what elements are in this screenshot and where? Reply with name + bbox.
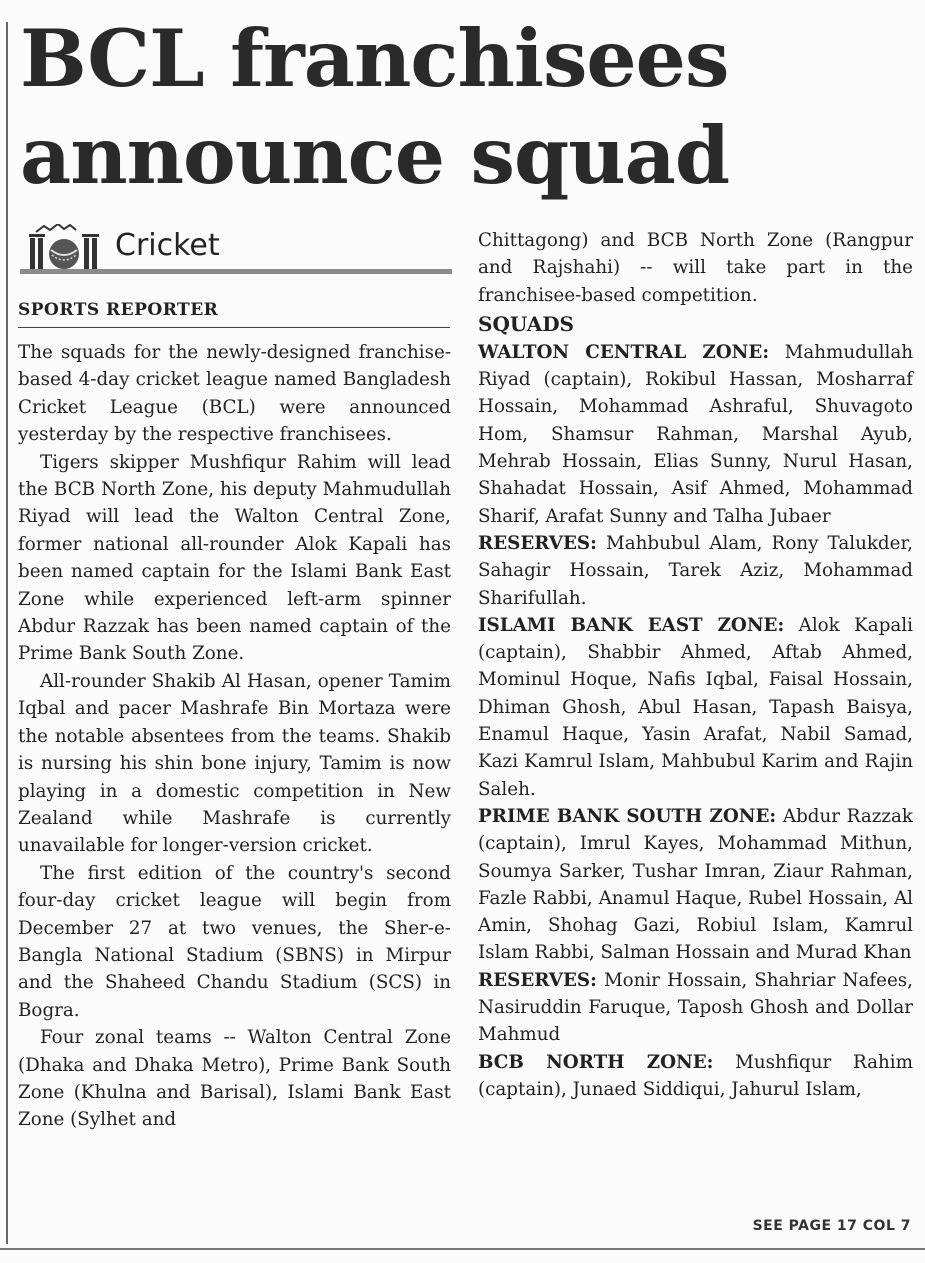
- byline: SPORTS REPORTER: [18, 300, 219, 320]
- squad-zone-label: WALTON CENTRAL ZONE:: [478, 341, 770, 363]
- article-column-2: [478, 227, 913, 1103]
- paragraph-3: All-rounder Shakib Al Hasan, opener Tamim Iqbal and pacer Mashrafe Bin Mortaza were the notable absentees from the teams. Shakib is nursing his shin bone injury, Tamim is now playing in a domestic competition in New Zealand while Mashrafe is currently unavailable for longer-version cricket.: [18, 670, 451, 857]
- paragraph-1: The squads for the newly-designed franchise-based 4-day cricket league named Bangladesh Cricket League (BCL) were announced yesterday by the respective franchisees.: [18, 342, 451, 446]
- squad-entry: [478, 967, 913, 1049]
- bottom-rule: [0, 1248, 925, 1250]
- article-column-1: [18, 339, 451, 1134]
- squad-zone-label: RESERVES:: [478, 969, 597, 991]
- squad-entry: [478, 612, 913, 803]
- squad-zone-label: ISLAMI BANK EAST ZONE:: [478, 614, 785, 636]
- cricket-ball-wickets-icon: [24, 224, 104, 272]
- squad-players: Alok Kapali (captain), Shabbir Ahmed, Aftab Ahmed, Mominul Hoque, Nafis Iqbal, Faisal Hossain, Dhiman Ghosh, Abul Hasan, Tapash Baisya, Enamul Haque, Yasin Arafat, Nabil Samad, Kazi Kamrul Islam, Mahbubul Karim and Rajin Saleh.: [478, 614, 913, 800]
- continued-on-page-link[interactable]: SEE PAGE 17 COL 7: [752, 1218, 911, 1234]
- squad-entry: [478, 1049, 913, 1104]
- squad-zone-label: RESERVES:: [478, 532, 597, 554]
- squad-players: Abdur Razzak (captain), Imrul Kayes, Mohammad Mithun, Soumya Sarker, Tushar Imran, Ziaur Rahman, Fazle Rabbi, Anamul Haque, Rubel Hossain, Al Amin, Shohag Gazi, Robiul Islam, Kamrul Islam Rabbi, Salman Hossain and Murad Khan: [478, 805, 913, 964]
- squad-players: Mahmudullah Riyad (captain), Rokibul Hassan, Mosharraf Hossain, Mohammad Ashraful, Shuvagoto Hom, Shamsur Rahman, Marshal Ayub, Mehrab Hossain, Elias Sunny, Nurul Hasan, Shahadat Hossain, Asif Ahmed, Mohammad Sharif, Arafat Sunny and Talha Jubaer: [478, 341, 913, 527]
- squad-players: Mahbubul Alam, Rony Talukder, Sahagir Hossain, Tarek Aziz, Mohammad Sharifullah.: [478, 532, 913, 609]
- squad-entry: [478, 803, 913, 967]
- squad-zone-label: BCB NORTH ZONE:: [478, 1051, 714, 1073]
- squad-players: Mushfiqur Rahim (captain), Junaed Siddiqui, Jahurul Islam,: [478, 1051, 913, 1100]
- headline: [20, 10, 910, 204]
- squad-zone-label: PRIME BANK SOUTH ZONE:: [478, 805, 777, 827]
- left-column-rule: [6, 22, 8, 1244]
- paragraph-4: The first edition of the country's second four-day cricket league will begin from December 27 at two venues, the Sher-e-Bangla National Stadium (SBNS) in Mirpur and the Shaheed Chandu Stadium (SCS) in Bogra.: [18, 862, 451, 1021]
- squads-heading: SQUADS: [478, 311, 574, 336]
- paragraph-5: Four zonal teams -- Walton Central Zone (Dhaka and Dhaka Metro), Prime Bank South Zone (Khulna and Barisal), Islami Bank East Zone (Sylhet and: [18, 1027, 451, 1131]
- byline-rule: [18, 327, 450, 328]
- section-header: [20, 222, 452, 277]
- headline-line-1: BCL franchisees: [20, 12, 729, 105]
- squad-players: Monir Hossain, Shahriar Nafees, Nasiruddin Faruque, Taposh Ghosh and Dollar Mahmud: [478, 969, 913, 1046]
- continuation-paragraph: Chittagong) and BCB North Zone (Rangpur and Rajshahi) -- will take part in the franchisee-based competition.: [478, 230, 913, 306]
- squad-entry: [478, 530, 913, 612]
- section-underline: [20, 269, 452, 274]
- section-label: Cricket: [115, 228, 220, 263]
- paragraph-2: Tigers skipper Mushfiqur Rahim will lead the BCB North Zone, his deputy Mahmudullah Riyad will lead the Walton Central Zone, former national all-rounder Alok Kapali has been named captain for the Islami Bank East Zone while experienced left-arm spinner Abdur Razzak has been named captain of the Prime Bank South Zone.: [18, 451, 451, 665]
- squad-entry: [478, 339, 913, 530]
- headline-line-2: announce squad: [20, 109, 730, 202]
